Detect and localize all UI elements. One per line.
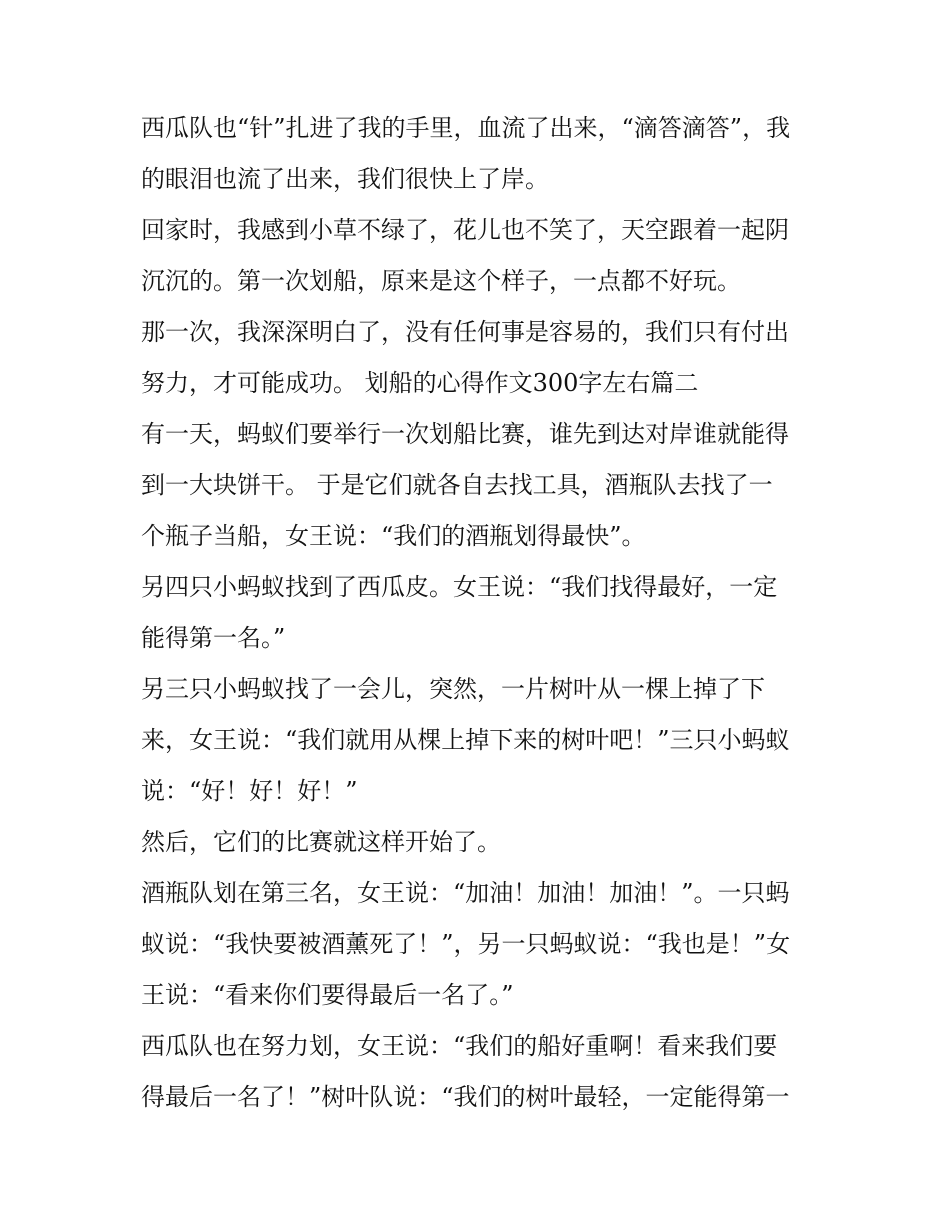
text-line: 王说：“看来你们要得最后一名了。” [141, 981, 514, 1009]
text-line: 个瓶子当船，女王说：“我们的酒瓶划得最快”。 [141, 522, 646, 550]
text-line: 酒瓶队划在第三名，女王说：“加油！加油！加油！”。一只蚂 [141, 879, 790, 907]
text-line: 来，女王说：“我们就用从棵上掉下来的树叶吧！”三只小蚂蚁 [141, 726, 790, 754]
text-line: 回家时，我感到小草不绿了，花儿也不笑了，天空跟着一起阴 [141, 216, 789, 244]
text-line: 能得第一名。” [141, 624, 286, 652]
text-line: 的眼泪也流了出来，我们很快上了岸。 [141, 165, 549, 193]
text-line: 另四只小蚂蚁找到了西瓜皮。女王说：“我们找得最好，一定 [141, 573, 778, 601]
text-line: 西瓜队也在努力划，女王说：“我们的船好重啊！看来我们要 [141, 1032, 778, 1060]
text-line: 另三只小蚂蚁找了一会儿，突然，一片树叶从一棵上掉了下 [141, 675, 765, 703]
text-line: 说：“好！好！好！” [141, 777, 358, 805]
text-line: 到一大块饼干。 于是它们就各自去找工具，酒瓶队去找了一 [141, 471, 773, 499]
text-line: 西瓜队也“针”扎进了我的手里，血流了出来，“滴答滴答”，我 [141, 114, 791, 142]
text-line: 努力，才可能成功。 划船的心得作文300字左右篇二 [141, 369, 699, 397]
text-line: 那一次，我深深明白了，没有任何事是容易的，我们只有付出 [141, 318, 789, 346]
body-text [141, 103, 821, 1123]
text-line: 有一天，蚂蚁们要举行一次划船比赛，谁先到达对岸谁就能得 [141, 420, 789, 448]
text-line: 得最后一名了！”树叶队说：“我们的树叶最轻，一定能得第一 [141, 1083, 790, 1111]
text-line: 蚁说：“我快要被酒薰死了！”，另一只蚂蚁说：“我也是！”女 [141, 930, 791, 958]
text-line: 沉沉的。第一次划船，原来是这个样子，一点都不好玩。 [141, 267, 741, 295]
text-line: 然后，它们的比赛就这样开始了。 [141, 828, 501, 856]
